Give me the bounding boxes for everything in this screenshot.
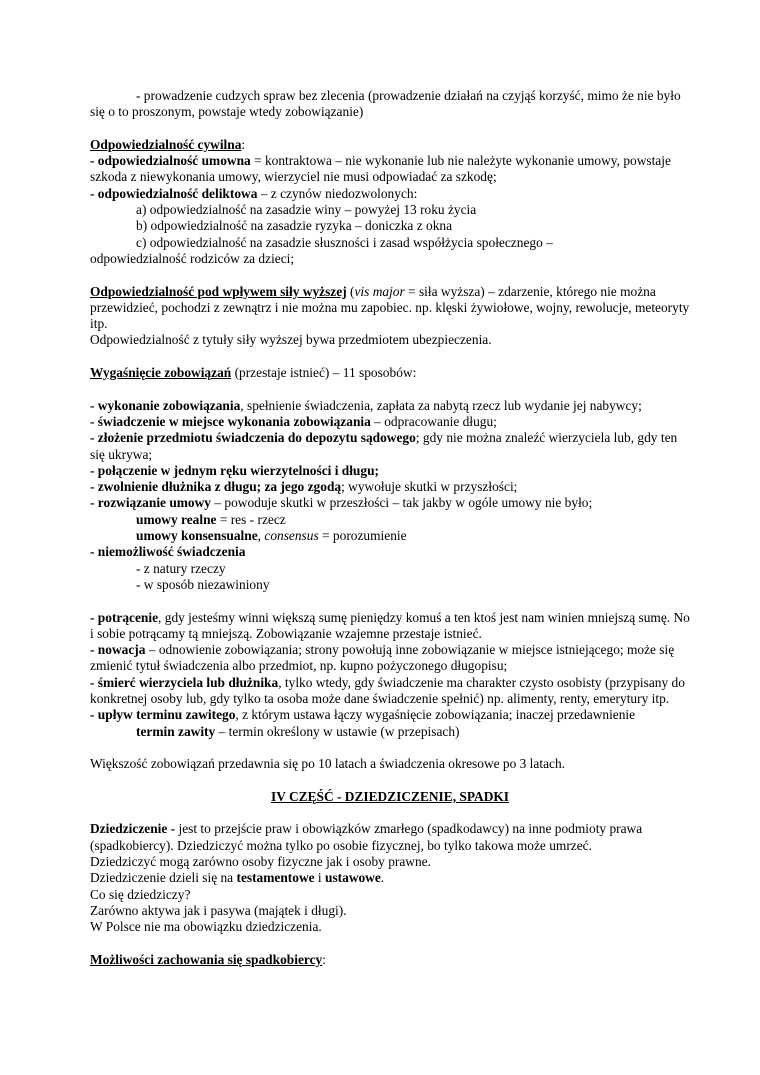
extinction-item-substitute: - świadczenie w miejsce wykonania zobowiązania – odpracowanie długu;: [90, 413, 497, 429]
tort-subitem-b: b) odpowiedzialność na zasadzie ryzyka – doniczka z okna: [136, 218, 453, 234]
tort-subitem-c: c) odpowiedzialność na zasadzie słuszności i zasad współżycia społecznego –: [136, 234, 553, 250]
impossibility-subitem-innocent: - w sposób niezawiniony: [136, 576, 270, 592]
inheritance-question: Co się dziedziczy?: [90, 886, 191, 902]
extinction-item-merger: - połączenie w jednym ręku wierzytelności i długu;: [90, 462, 379, 478]
inheritance-definition: Dziedziczenie - jest to przejście praw i obowiązków zmarłego (spadkodawcy) na inne podmioty prawa (spadkobiercy). Dziedziczyć można tylko po osobie fizycznej, bo tylko takowa może umrzeć.: [90, 821, 643, 853]
tort-subitem-c-continued: odpowiedzialność rodziców za dzieci;: [90, 250, 295, 266]
heir-options-heading: Możliwości zachowania się spadkobiercy:: [90, 951, 326, 967]
inheritance-no-obligation: W Polsce nie ma obowiązku dziedziczenia.: [90, 919, 322, 935]
inheritance-answer: Zarówno aktywa jak i pasywa (majątek i długi).: [90, 902, 347, 918]
impossibility-subitem-nature: - z natury rzeczy: [136, 560, 226, 576]
extinction-heading: Wygaśnięcie zobowiązań (przestaje istnieć) – 11 sposobów:: [90, 365, 417, 381]
civil-liability-heading: Odpowiedzialność cywilna:: [90, 136, 246, 152]
extinction-item-impossibility: - niemożliwość świadczenia: [90, 544, 246, 560]
extinction-item-preclusive-term: - upływ terminu zawitego, z którym ustawa łączy wygaśnięcie zobowiązania; inaczej przedawnienie: [90, 707, 636, 723]
tort-subitem-a: a) odpowiedzialność na zasadzie winy – powyżej 13 roku życia: [136, 202, 477, 218]
inheritance-heirs-line: Dziedziczyć mogą zarówno osoby fizyczne jak i osoby prawne.: [90, 853, 431, 869]
preclusive-term-definition: termin zawity – termin określony w ustawie (w przepisach): [136, 723, 460, 739]
inheritance-types-line: Dziedziczenie dzieli się na testamentowe i ustawowe.: [90, 870, 385, 886]
force-majeure-insurance: Odpowiedzialność z tytuły siły wyższej bywa przedmiotem ubezpieczenia.: [90, 332, 492, 348]
extinction-item-novation: - nowacja – odnowienie zobowiązania; strony powołują inne zobowiązanie w miejsce istniejącego; może się zmienić tytuł świadczenia albo przedmiot, np. kupno pożyczonego długopisu;: [90, 642, 675, 674]
real-contracts-line: umowy realne = res - rzecz: [136, 511, 286, 527]
limitation-summary: Większość zobowiązań przedawnia się po 10 latach a świadczenia okresowe po 3 latach.: [90, 756, 566, 772]
extinction-item-release: - zwolnienie dłużnika z długu; za jego zgodą; wywołuje skutki w przyszłości;: [90, 479, 518, 495]
document-page: [90, 88, 690, 968]
extinction-item-death: - śmierć wierzyciela lub dłużnika, tylko wtedy, gdy świadczenie ma charakter czysto osobisty (przypisany do konkretnej osoby lub, gdy tylko ta osoba może dane świadczenie spełnić) np. alimenty, renty, emerytury itp.: [90, 674, 685, 706]
contract-liability-item: - odpowiedzialność umowna = kontraktowa – nie wykonanie lub nie należyte wykonanie umowy, powstaje szkoda z niewykonania umowy, wierzyciel nie musi odpowiadać za szkodę;: [90, 153, 671, 185]
extinction-item-performance: - wykonanie zobowiązania, spełnienie świadczenia, zapłata za nabytą rzecz lub wydanie jej nabywcy;: [90, 397, 642, 413]
extinction-item-setoff: - potrącenie, gdy jesteśmy winni większą sumę pieniędzy komuś a ten ktoś jest nam winien mniejszą sumę. No i sobie potrącamy tą mniejszą. Zobowiązanie wzajemne przestaje istnieć.: [90, 609, 690, 641]
consensual-contracts-line: umowy konsensualne, consensus = porozumienie: [136, 528, 407, 544]
extinction-item-termination: - rozwiązanie umowy – powoduje skutki w przeszłości – tak jakby w ogóle umowy nie było;: [90, 495, 593, 511]
intro-paragraph: - prowadzenie cudzych spraw bez zlecenia (prowadzenie działań na czyjąś korzyść, mimo że nie było się o to proszonym, powstaje wtedy zobowiązanie): [90, 88, 681, 120]
tort-liability-item: - odpowiedzialność deliktowa – z czynów niedozwolonych:: [90, 185, 418, 201]
part-four-title: IV CZĘŚĆ - DZIEDZICZENIE, SPADKI: [271, 788, 509, 804]
force-majeure-heading: Odpowiedzialność pod wpływem siły wyższej: [90, 283, 347, 299]
force-majeure-paragraph: Odpowiedzialność pod wpływem siły wyższej (vis major = siła wyższa) – zdarzenie, którego nie można przewidzieć, pochodzi z zewnątrz i nie można mu zapobiec. np. klęski żywiołowe, wojny, rewolucje, meteoryty itp.: [90, 283, 690, 332]
extinction-item-deposit: - złożenie przedmiotu świadczenia do depozytu sądowego; gdy nie można znaleźć wierzyciela lub, gdy ten się ukrywa;: [90, 430, 678, 462]
